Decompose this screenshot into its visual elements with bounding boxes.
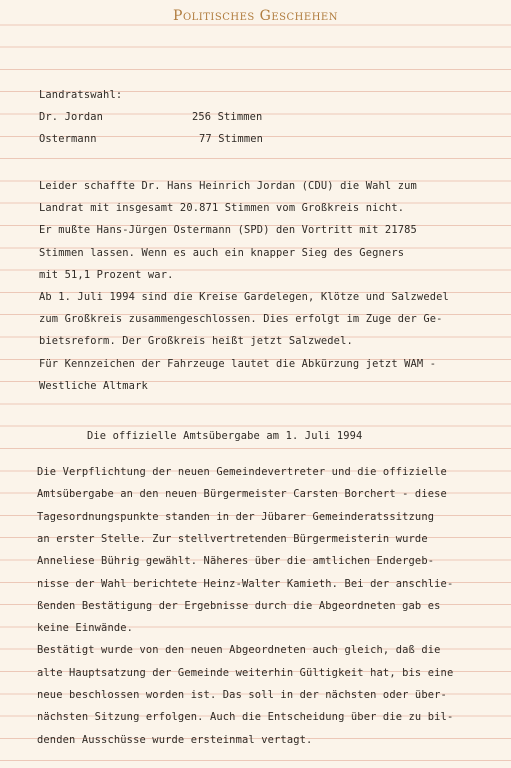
text-line: alte Hauptsatzung der Gemeinde weiterhin Gültigkeit hat, bis eine bbox=[37, 666, 454, 679]
page-header: Politisches Geschehen bbox=[173, 8, 338, 24]
text-line: Tagesordnungspunkte standen in der Jübarer Gemeinderatssitzung bbox=[37, 510, 435, 523]
text-line: Die Verpflichtung der neuen Gemeindevertreter und die offizielle bbox=[37, 466, 447, 478]
text-line: Bestätigt wurde von den neuen Abgeordneten auch gleich, daß die bbox=[37, 644, 441, 657]
text-line: Amtsübergabe an den neuen Bürgermeister Carsten Borchert - diese bbox=[37, 488, 447, 501]
text-line: ßenden Bestätigung der Ergebnisse durch die Abgeordneten gab es bbox=[37, 599, 441, 612]
results-heading: Landratswahl: bbox=[39, 89, 123, 101]
result-row-1-votes: 256 Stimmen bbox=[192, 111, 263, 123]
text-line: nisse der Wahl berichtete Heinz-Walter Kamieth. Bei der anschlie- bbox=[37, 577, 454, 590]
text-line: Stimmen lassen. Wenn es auch ein knapper Sieg des Gegners bbox=[39, 246, 405, 259]
section-heading: Die offizielle Amtsübergabe am 1. Juli 1994 bbox=[87, 430, 363, 442]
text-line: Ab 1. Juli 1994 sind die Kreise Gardelegen, Klötze und Salzwedel bbox=[39, 291, 449, 303]
text-line: mit 51,1 Prozent war. bbox=[39, 268, 174, 281]
text-line: nächsten Sitzung erfolgen. Auch die Entscheidung über die zu bil- bbox=[37, 711, 454, 724]
text-line: Er mußte Hans-Jürgen Ostermann (SPD) den Vortritt mit 21785 bbox=[39, 224, 417, 237]
text-line: neue beschlossen worden ist. Das soll in der nächsten oder über- bbox=[37, 689, 447, 701]
text-line: zum Großkreis zusammengeschlossen. Dies erfolgt im Zuge der Ge- bbox=[39, 313, 443, 326]
text-line: Leider schaffte Dr. Hans Heinrich Jordan (CDU) die Wahl zum bbox=[39, 180, 417, 192]
text-line: Für Kennzeichen der Fahrzeuge lautet die Abkürzung jetzt WAM - bbox=[39, 357, 437, 370]
text-line: Westliche Altmark bbox=[39, 379, 148, 392]
text-line: denden Ausschüsse wurde ersteinmal vertagt. bbox=[37, 733, 313, 746]
text-line: Anneliese Bührig gewählt. Näheres über die amtlichen Endergeb- bbox=[37, 555, 435, 568]
result-row-2-votes: 77 Stimmen bbox=[199, 133, 264, 145]
text-line: keine Einwände. bbox=[37, 622, 134, 635]
text-line: bietsreform. Der Großkreis heißt jetzt Salzwedel. bbox=[39, 335, 353, 348]
text-line: Landrat mit insgesamt 20.871 Stimmen vom Großkreis nicht. bbox=[39, 202, 405, 215]
text-line: an erster Stelle. Zur stellvertretenden Bürgermeisterin wurde bbox=[37, 532, 428, 545]
result-row-1-name: Dr. Jordan bbox=[39, 111, 104, 123]
result-row-2-name: Ostermann bbox=[39, 133, 97, 145]
